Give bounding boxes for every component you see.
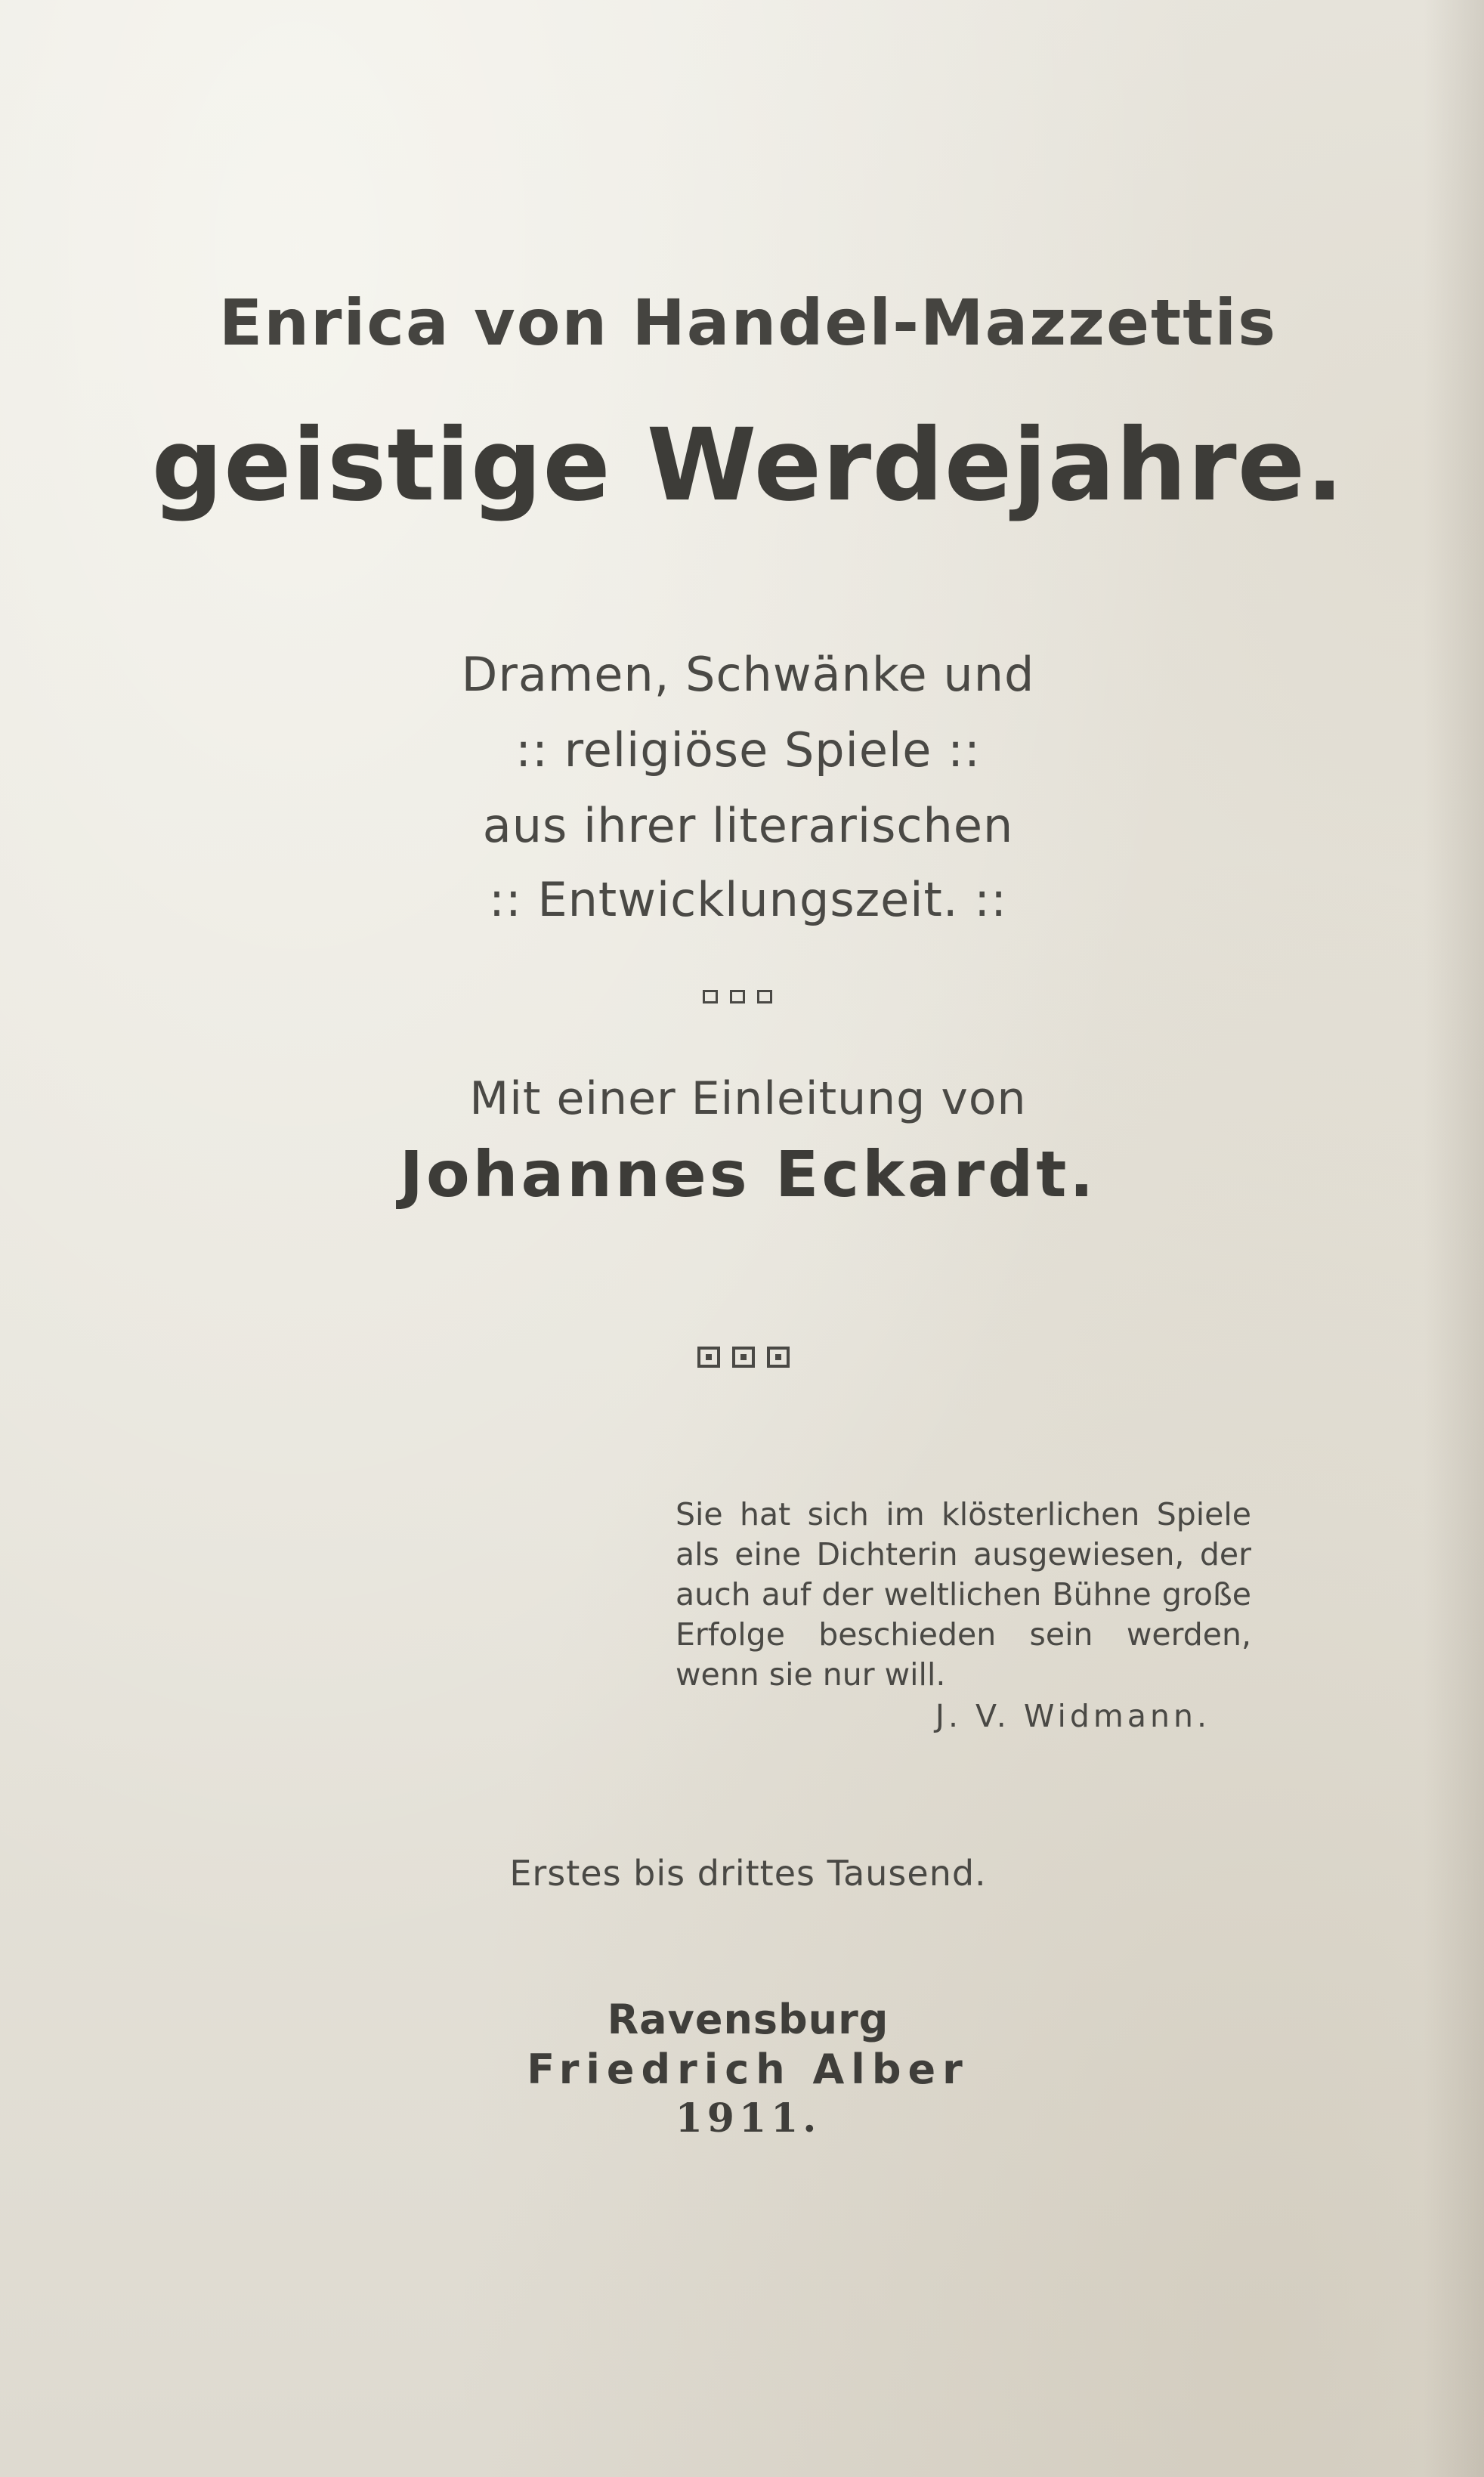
subtitle-line-2: :: religiöse Spiele :: <box>515 722 981 778</box>
introduction-credit: Mit einer Einleitung von <box>469 1072 1027 1125</box>
imprint-year: 1911. <box>675 2095 821 2141</box>
square-ornament-icon <box>757 990 772 1003</box>
quote-line-3: auch auf der weltlichen Bühne große <box>676 1576 1251 1613</box>
quote-line-2: als eine Dichterin ausgewiesen, der <box>676 1536 1251 1572</box>
quote-line-4: Erfolge beschieden sein werden, <box>676 1616 1251 1653</box>
quote-attribution: J. V. Widmann. <box>935 1698 1210 1734</box>
subtitle-line-4: :: Entwicklungszeit. :: <box>488 872 1008 927</box>
imprint-publisher: Friedrich Alber <box>527 2046 969 2093</box>
square-ornament-small <box>0 990 1479 1003</box>
subtitle-line-3: aus ihrer literarischen <box>482 798 1014 853</box>
author-line: Enrica von Handel-Mazzettis <box>218 286 1278 360</box>
square-ornament-icon <box>703 990 718 1003</box>
imprint-place: Ravensburg <box>607 1996 889 2043</box>
dotted-square-ornament-icon <box>697 1347 720 1368</box>
quote-line-1: Sie hat sich im klösterlichen Spiele <box>676 1496 1251 1532</box>
subtitle-line-1: Dramen, Schwänke und <box>461 647 1035 702</box>
editor-name: Johannes Eckardt. <box>399 1137 1097 1211</box>
quote-line-5: wenn sie nur will. <box>676 1656 946 1693</box>
square-ornament-large <box>2 1347 1484 1368</box>
square-ornament-icon <box>730 990 745 1003</box>
book-title: geistige Werdejahre. <box>151 407 1345 524</box>
epigraph-quote <box>676 1495 1251 1736</box>
dotted-square-ornament-icon <box>732 1347 755 1368</box>
edition-statement: Erstes bis drittes Tausend. <box>509 1853 987 1894</box>
dotted-square-ornament-icon <box>767 1347 790 1368</box>
